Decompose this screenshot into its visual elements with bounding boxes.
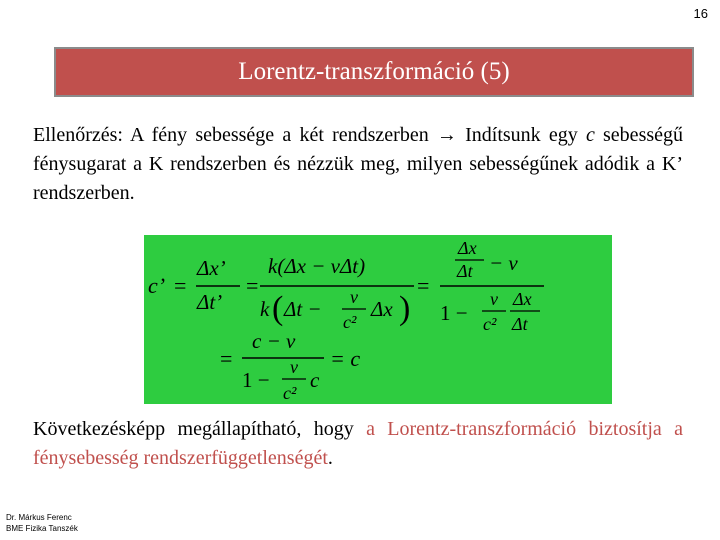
formula-eq-4: = [220,346,233,371]
paragraph-conclusion-accent: a Lorentz-transzformáció biztosítja a fénysebesség rendszerfüggetlenségét [33,418,683,469]
footer-author: Dr. Márkus Ferenc [6,513,72,522]
formula-c-minus-v: c − v [252,329,296,353]
formula-c2-small: c² [343,312,357,332]
formula-dx-prime: Δx’ [197,256,226,280]
arrow-symbol: → [436,124,457,146]
footer [6,512,78,534]
slide-title: Lorentz-transzformáció (5) [238,58,510,85]
formula-c-small: c [310,368,320,392]
formula-v-small-3: v [290,357,298,377]
variable-c: c [585,124,595,146]
formula-dt-small: Δt [457,261,473,281]
footer-department: BME Fizika Tanszék [6,524,78,533]
formula-dx-close: Δx [371,297,393,321]
paragraph-conclusion [33,415,683,473]
formula-paren-open: ( [272,290,284,327]
formula-dx-small: Δx [458,238,477,258]
formula-k: k [260,297,270,321]
formula-eq-c: = c [330,346,361,371]
formula-v-small: v [350,287,358,307]
paragraph-conclusion-part1: Következésképp megállapítható, hogy [33,418,367,440]
paragraph-conclusion-part2: . [327,447,333,469]
page-number: 16 [693,6,708,21]
formula-v-small-2: v [490,289,498,309]
formula-c2-small-2: c² [483,314,497,334]
formula-svg [144,235,612,404]
formula-c-prime: c’ [148,273,166,298]
formula-dt-minus: Δt − [284,297,322,321]
formula-dt-prime: Δt’ [197,290,223,314]
formula-one-minus-1: 1 − [440,301,468,325]
title-bar [54,47,694,97]
formula-dx-small-2: Δx [513,289,532,309]
formula-box [144,235,612,404]
paragraph-check [33,121,683,208]
formula-one-minus-2: 1 − [242,368,270,392]
formula-paren-close: ) [399,290,411,327]
paragraph-check-part2: Indítsunk egy [456,124,586,146]
formula-eq-2: = [246,273,259,298]
formula-numerator-2: k(Δx − vΔt) [268,254,366,278]
formula-eq-1: = [174,273,187,298]
paragraph-check-part1: Ellenőrzés: A fény sebessége a két rendszerben [33,124,437,146]
formula-c2-small-3: c² [283,383,297,403]
formula-dt-small-2: Δt [512,314,528,334]
formula-eq-3: = [417,273,430,298]
formula-minus-v: − v [489,251,518,275]
paragraph-check-part3: sebességű fénysugarat a K rendszerben és nézzük meg, milyen sebességűnek adódik a K’ rendszerben. [33,124,684,204]
